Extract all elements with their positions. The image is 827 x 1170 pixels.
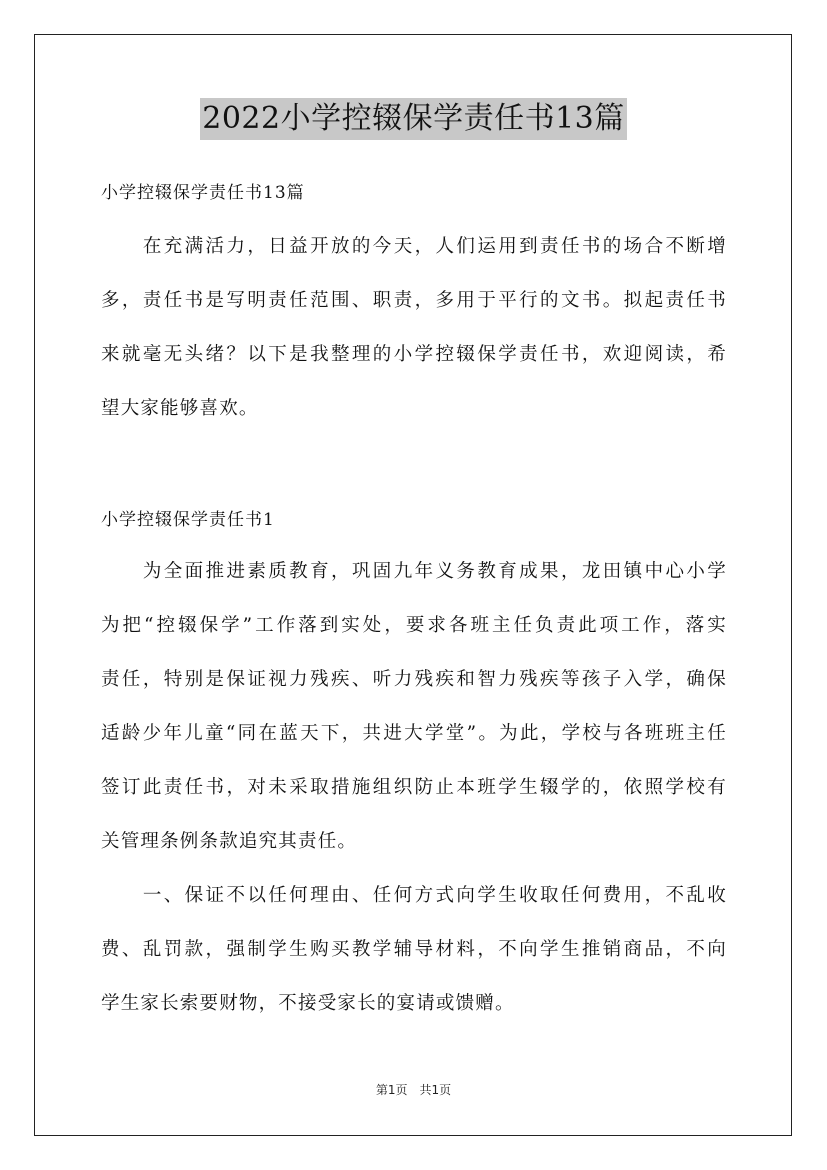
- paragraph-line: 学生家长索要财物，不接受家长的宴请或馈赠。: [101, 993, 515, 1014]
- paragraph-line: 在充满活力，日益开放的今天，人们运用到责任书的场合不断增: [101, 236, 727, 257]
- page-footer: [0, 1080, 827, 1100]
- paragraph-line: 适龄少年儿童“同在蓝天下，共进大学堂”。为此，学校与各班班主任: [101, 723, 727, 744]
- paragraph-line: 望大家能够喜欢。: [101, 398, 259, 419]
- paragraph-line: 签订此责任书，对未采取措施组织防止本班学生辍学的，依照学校有: [101, 777, 727, 798]
- paragraph-line: 一、保证不以任何理由、任何方式向学生收取任何费用，不乱收: [101, 885, 727, 906]
- page-number: 第1页 共1页: [375, 1083, 452, 1097]
- paragraph-line: 为全面推进素质教育，巩固九年义务教育成果，龙田镇中心小学: [101, 561, 727, 582]
- section-heading: 小学控辍保学责任书1: [101, 510, 275, 530]
- paragraph-line: 费、乱罚款，强制学生购买教学辅导材料，不向学生推销商品，不向: [101, 939, 727, 960]
- paragraph-line: 来就毫无头绪？以下是我整理的小学控辍保学责任书，欢迎阅读，希: [101, 344, 727, 365]
- document-title: 2022小学控辍保学责任书13篇: [200, 98, 627, 140]
- paragraph-line: 为把“控辍保学”工作落到实处，要求各班主任负责此项工作，落实: [101, 615, 727, 636]
- paragraph-line: 责任，特别是保证视力残疾、听力残疾和智力残疾等孩子入学，确保: [101, 669, 727, 690]
- paragraph-line: 关管理条例条款追究其责任。: [101, 831, 358, 852]
- intro-paragraph: [101, 220, 727, 436]
- title-container: [0, 98, 827, 140]
- section1-paragraph-2: [101, 869, 727, 1031]
- document-subtitle: 小学控辍保学责任书13篇: [101, 183, 305, 203]
- paragraph-line: 多，责任书是写明责任范围、职责，多用于平行的文书。拟起责任书: [101, 290, 727, 311]
- section1-paragraph-1: [101, 545, 727, 869]
